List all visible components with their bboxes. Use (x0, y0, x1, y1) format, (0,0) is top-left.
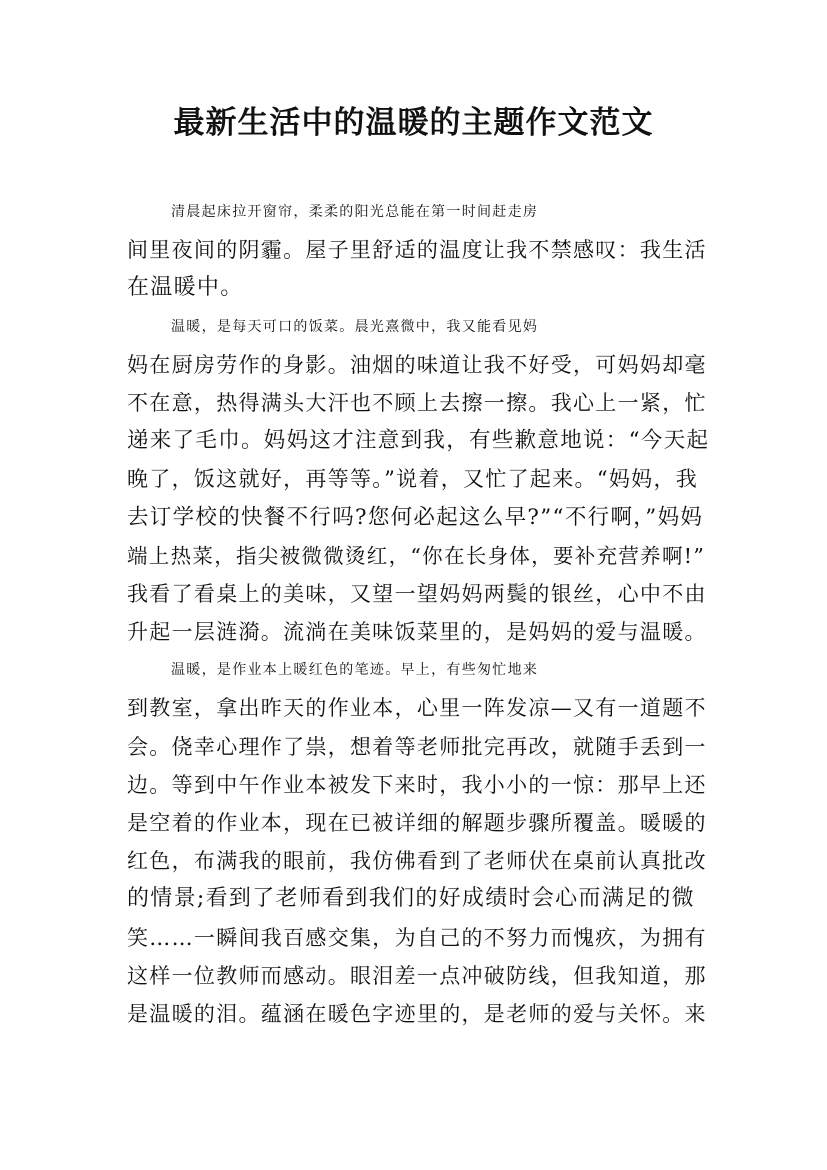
text-line: 这样一位教师而感动。眼泪差一点冲破防线，但我知道，那 (127, 963, 707, 988)
text-line: 端上热菜，指尖被微微烫红，“你在长身体，要补充营养啊!” (127, 543, 706, 568)
text-line: 红色，布满我的眼前，我仿佛看到了老师伏在桌前认真批改 (127, 849, 707, 874)
text-line: 到教室，拿出昨天的作业本，心里一阵发凉—又有一道题不 (127, 696, 707, 721)
text-line: 晚了，饭这就好，再等等。”说着，又忙了起来。“妈妈，我 (127, 467, 699, 492)
text-line: 是空着的作业本，现在已被详细的解题步骤所覆盖。暖暖的 (127, 811, 707, 835)
document-body (127, 193, 710, 1033)
text-line: 间里夜间的阴霾。屋子里舒适的温度让我不禁感叹：我生活 (127, 238, 707, 263)
text-line: 温暖，是每天可口的饭菜。晨光熹微中，我又能看见妈 (171, 318, 539, 335)
text-line: 清晨起床拉开窗帘，柔柔的阳光总能在第一时间赶走房 (171, 204, 539, 220)
text-line: 递来了毛巾。妈妈这才注意到我，有些歉意地说：“今天起 (127, 428, 710, 454)
text-line: 的情景;看到了老师看到我们的好成绩时会心而满足的微 (127, 886, 695, 912)
text-line: 是温暖的泪。蕴涵在暖色字迹里的，是老师的爱与关怀。来 (127, 1001, 707, 1026)
text-line: 会。侥幸心理作了祟，想着等老师批完再改，就随手丢到一 (127, 734, 707, 759)
text-line: 我看了看桌上的美味，又望一望妈妈两鬓的银丝，心中不由 (127, 581, 707, 606)
text-line: 去订学校的快餐不行吗?您何必起这么早?”“不行啊，”妈妈 (127, 504, 704, 530)
text-line: 升起一层涟漪。流淌在美味饭菜里的，是妈妈的爱与温暖。 (127, 620, 707, 645)
text-line: 笑……一瞬间我百感交集，为自己的不努力而愧疚，为拥有 (127, 925, 707, 950)
text-line: 在温暖中。 (127, 275, 244, 301)
text-line: 不在意，热得满头大汗也不顾上去擦一擦。我心上一紧，忙 (127, 390, 707, 415)
text-line: 妈在厨房劳作的身影。油烟的味道让我不好受，可妈妈却毫 (127, 352, 707, 377)
text-line: 边。等到中午作业本被发下来时，我小小的一惊：那早上还 (127, 772, 707, 797)
text-line: 温暖，是作业本上暖红色的笔迹。早上，有些匆忙地来 (171, 662, 539, 679)
document-title: 最新生活中的温暖的主题作文范文 (173, 105, 654, 141)
